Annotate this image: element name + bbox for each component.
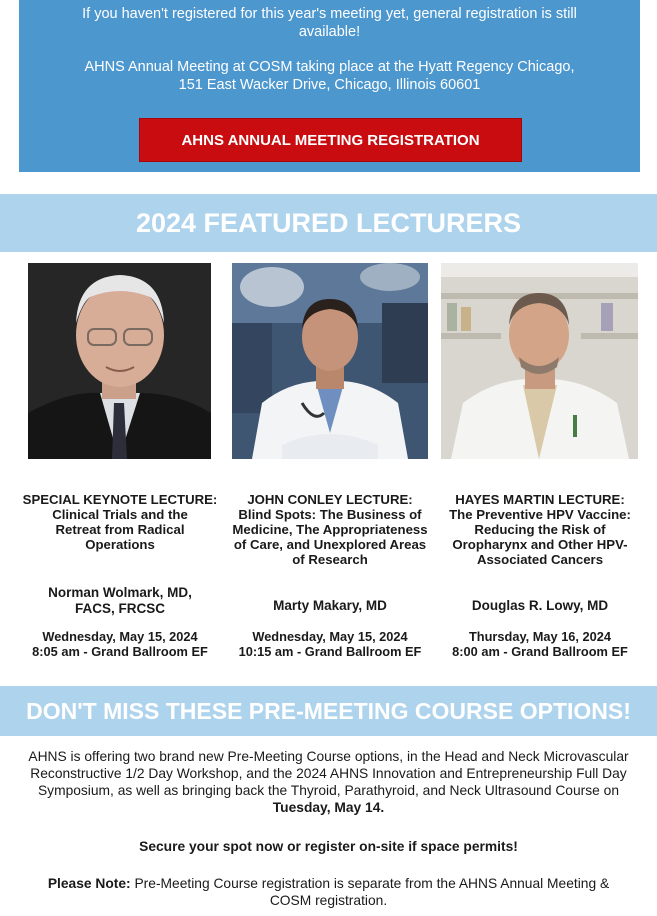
lecture-time-location: 8:05 am - Grand Ballroom EF (32, 644, 208, 659)
lecture-schedule (228, 629, 432, 659)
lecture-card-conley (228, 492, 432, 659)
lecture-schedule (437, 629, 643, 659)
lecturer-photo-wolmark (28, 263, 211, 459)
lecture-type: SPECIAL KEYNOTE LECTURE: (22, 492, 218, 507)
registration-note (28, 875, 629, 909)
lecture-card-hayes-martin (437, 492, 643, 659)
registration-intro-text: If you haven't registered for this year's meeting yet, general registration is still available! (82, 6, 577, 40)
premeeting-description-text: AHNS is offering two brand new Pre-Meeting Course options, in the Head and Neck Microvascular Reconstructive 1/2 Day Workshop, and the 2024 AHNS Innovation and Entrepreneurship Full Day Symposium, as well as bringing back the Thyroid, Parathyroid, and Neck Ultrasound Course on (28, 749, 629, 798)
lecture-date: Thursday, May 16, 2024 (468, 629, 612, 644)
venue-line-2: 151 East Wacker Drive, Chicago, Illinois 60601 (178, 77, 481, 93)
lecture-time-location: 10:15 am - Grand Ballroom EF (238, 644, 422, 659)
lecture-speaker: Marty Makary, MD (273, 598, 387, 613)
venue-line-1: AHNS Annual Meeting at COSM taking place at the Hyatt Regency Chicago, (84, 59, 575, 75)
annual-meeting-registration-button[interactable]: AHNS ANNUAL MEETING REGISTRATION (139, 118, 522, 162)
note-text: Pre-Meeting Course registration is separate from the AHNS Annual Meeting & COSM registration. (130, 876, 610, 908)
lecture-title: The Preventive HPV Vaccine: Reducing the Risk of Oropharynx and Other HPV-Associated Cancers (449, 507, 631, 567)
note-label: Please Note: (47, 876, 131, 891)
lecture-schedule (20, 629, 220, 659)
lecture-speaker: Norman Wolmark, MD, FACS, FRCSC (48, 585, 192, 616)
premeeting-course-date: Tuesday, May 14. (272, 800, 385, 815)
premeeting-description (28, 748, 629, 816)
lecture-type: HAYES MARTIN LECTURE: (455, 492, 625, 507)
lecture-date: Wednesday, May 15, 2024 (252, 629, 408, 644)
lecture-type: JOHN CONLEY LECTURE: (247, 492, 413, 507)
premeeting-courses-heading: DON'T MISS THESE PRE-MEETING COURSE OPTIONS! (0, 686, 657, 736)
lecturer-photo-lowy (441, 263, 638, 459)
lecture-date: Wednesday, May 15, 2024 (42, 629, 198, 644)
registration-banner (19, 0, 640, 172)
lecture-title: Clinical Trials and the Retreat from Radical Operations (52, 507, 188, 552)
lecturer-photo-makary (232, 263, 428, 459)
featured-lecturers-heading: 2024 FEATURED LECTURERS (0, 194, 657, 252)
secure-spot-callout: Secure your spot now or register on-site if space permits! (139, 839, 518, 854)
lecture-title: Blind Spots: The Business of Medicine, The Appropriateness of Care, and Unexplored Areas of Research (232, 507, 428, 567)
venue-address (19, 58, 640, 94)
lecture-speaker: Douglas R. Lowy, MD (471, 598, 609, 613)
lecture-time-location: 8:00 am - Grand Ballroom EF (452, 644, 628, 659)
lecture-card-keynote (20, 492, 220, 659)
